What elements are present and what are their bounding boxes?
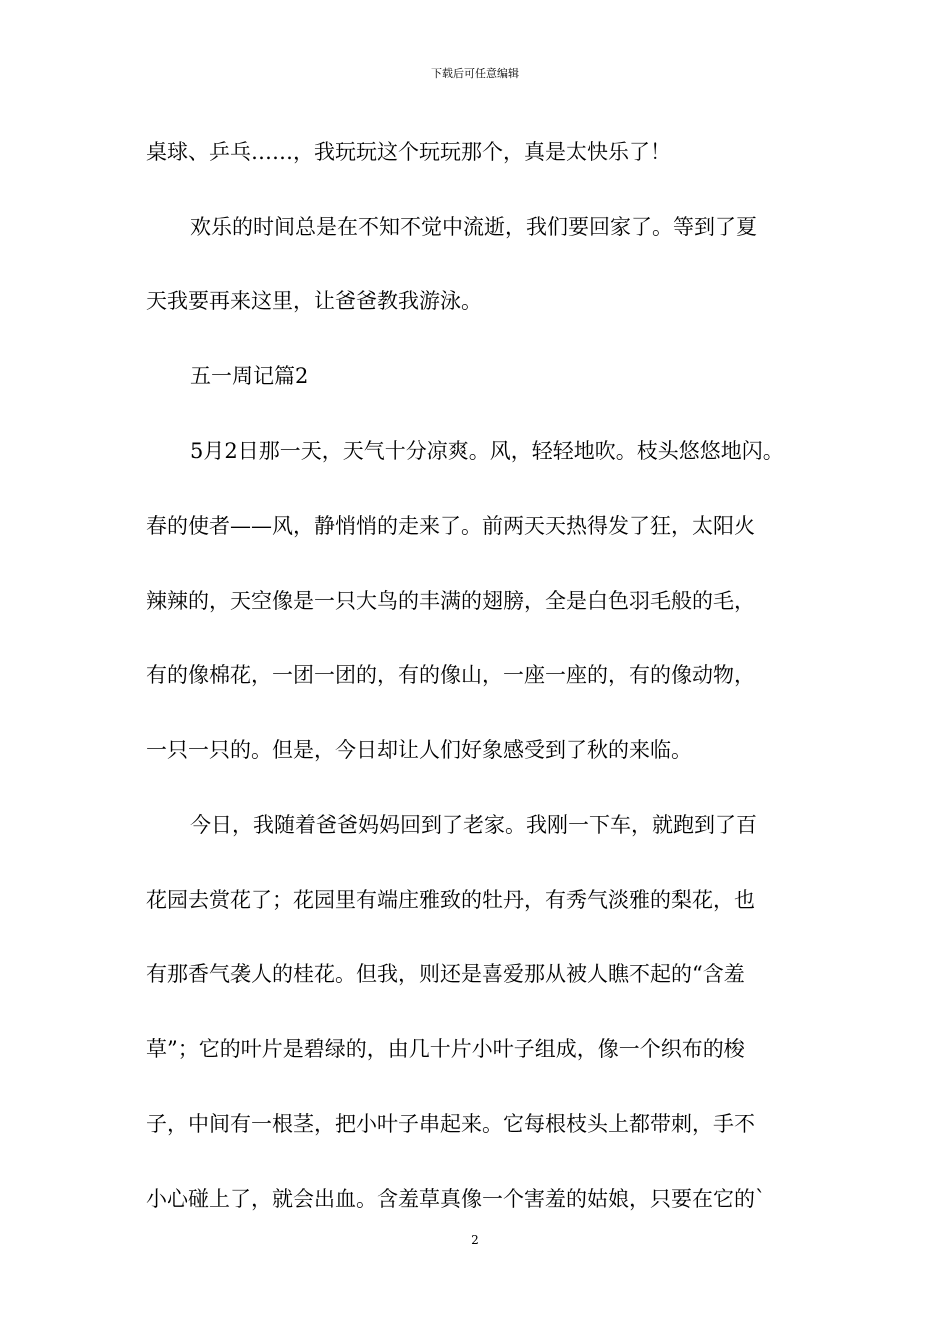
text-line: 有那香气袭人的桂花。但我，则还是喜爱那从被人瞧不起的“含羞 xyxy=(146,962,745,986)
text-line: 小心碰上了，就会出血。含羞草真像一个害羞的姑娘，只要在它的` xyxy=(146,1187,766,1211)
text-line: 一只一只的。但是，今日却让人们好象感受到了秋的来临。 xyxy=(146,738,692,762)
text-line: 天我要再来这里，让爸爸教我游泳。 xyxy=(146,289,482,313)
text-line: 春的使者——风，静悄悄的走来了。前两天天热得发了狂，太阳火 xyxy=(146,514,755,538)
text-line: 子，中间有一根茎，把小叶子串起来。它每根枝头上都带刺，手不 xyxy=(146,1112,755,1136)
text-line: 草”；它的叶片是碧绿的，由几十片小叶子组成，像一个织布的梭 xyxy=(146,1037,745,1061)
page-number: 2 xyxy=(471,1233,479,1247)
text-line: 欢乐的时间总是在不知不觉中流逝，我们要回家了。等到了夏 xyxy=(190,215,757,239)
section-heading: 五一周记篇2 xyxy=(190,364,309,388)
text-line: 有的像棉花，一团一团的，有的像山，一座一座的，有的像动物， xyxy=(146,663,755,687)
text-line: 今日，我随着爸爸妈妈回到了老家。我刚一下车，就跑到了百 xyxy=(190,813,757,837)
header-note: 下载后可任意编辑 xyxy=(431,67,519,80)
text-line: 辣辣的，天空像是一只大鸟的丰满的翅膀，全是白色羽毛般的毛， xyxy=(146,589,755,613)
text-line: 5月2日那一天，天气十分凉爽。风，轻轻地吹。枝头悠悠地闪。 xyxy=(190,439,784,463)
text-line: 桌球、乒乓……，我玩玩这个玩玩那个，真是太快乐了！ xyxy=(146,140,671,164)
text-line: 花园去赏花了；花园里有端庄雅致的牡丹，有秀气淡雅的梨花，也 xyxy=(146,888,755,912)
